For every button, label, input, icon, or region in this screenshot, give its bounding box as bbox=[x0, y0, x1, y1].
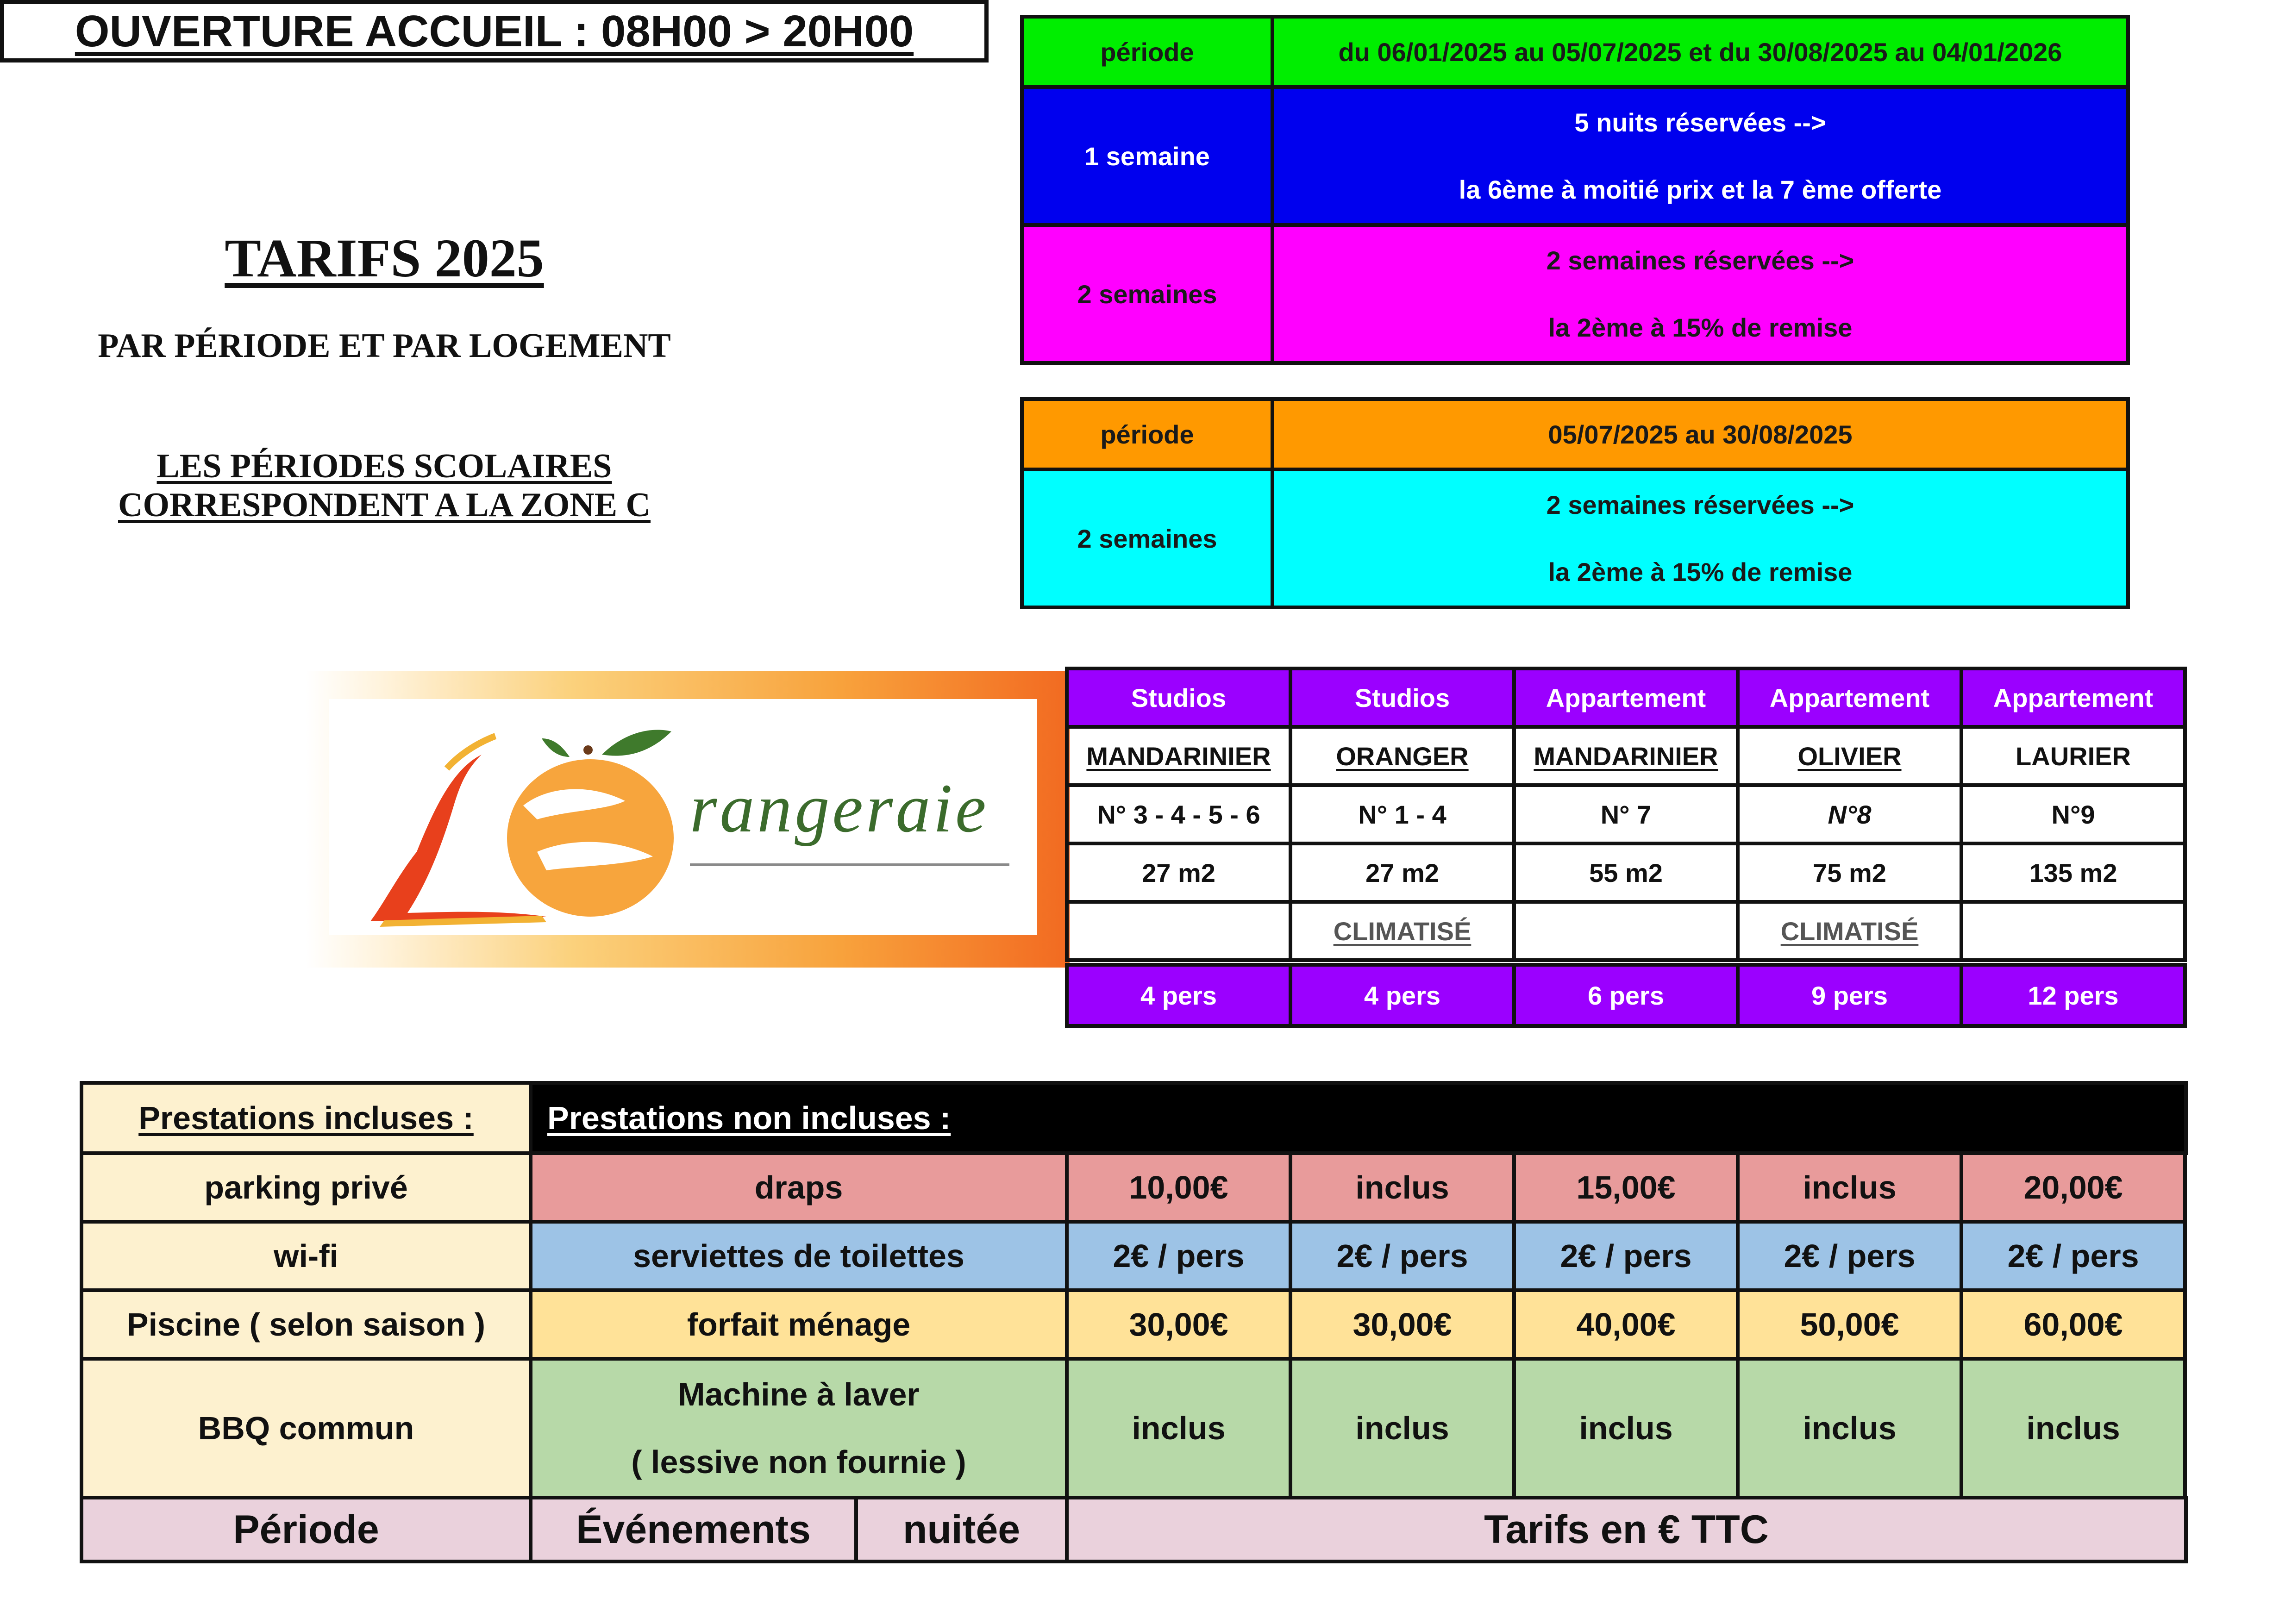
offer-line-2: la 6ème à moitié prix et la 7 ème offerte bbox=[1459, 175, 1942, 204]
number-cell: N°8 bbox=[1736, 783, 1963, 845]
type-cell: Studios bbox=[1289, 667, 1516, 729]
included-item: Piscine ( selon saison ) bbox=[80, 1288, 532, 1361]
service-line-2: ( lessive non fournie ) bbox=[631, 1444, 966, 1480]
period-dates: 05/07/2025 au 30/08/2025 bbox=[1271, 397, 2130, 471]
price-cell: 2€ / pers bbox=[1736, 1220, 1963, 1292]
name-cell: LAURIER bbox=[1960, 725, 2187, 787]
offer-line-1: 2 semaines réservées --> bbox=[1546, 490, 1854, 519]
price-cell: inclus bbox=[1736, 1151, 1963, 1224]
offer-1-semaine bbox=[1271, 85, 2130, 227]
price-cell: inclus bbox=[1289, 1357, 1516, 1499]
price-cell: 2€ / pers bbox=[1512, 1220, 1740, 1292]
zone-note bbox=[56, 447, 713, 525]
price-cell: 2€ / pers bbox=[1289, 1220, 1516, 1292]
capacity-cell: 12 pers bbox=[1960, 963, 2187, 1028]
logo bbox=[329, 699, 1037, 935]
price-cell: inclus bbox=[1736, 1357, 1963, 1499]
footer-evenements: Événements bbox=[529, 1496, 858, 1563]
page-subtitle: PAR PÉRIODE ET PAR LOGEMENT bbox=[98, 327, 671, 365]
surface-cell: 27 m2 bbox=[1065, 842, 1292, 904]
clim-cell bbox=[1512, 900, 1740, 962]
number-cell: N° 1 - 4 bbox=[1289, 783, 1516, 845]
zone-note-line-2: CORRESPONDENT A LA ZONE C bbox=[118, 486, 651, 524]
included-item: parking privé bbox=[80, 1151, 532, 1224]
service-machine-a-laver bbox=[529, 1357, 1069, 1499]
accueil-hours: OUVERTURE ACCUEIL : 08H00 > 20H00 bbox=[0, 0, 989, 62]
zone-note-line-1: LES PÉRIODES SCOLAIRES bbox=[157, 447, 612, 485]
footer-tarifs: Tarifs en € TTC bbox=[1065, 1496, 2188, 1563]
clim-cell: CLIMATISÉ bbox=[1736, 900, 1963, 962]
offer-line-2: la 2ème à 15% de remise bbox=[1548, 313, 1853, 342]
surface-cell: 135 m2 bbox=[1960, 842, 2187, 904]
price-cell: inclus bbox=[1065, 1357, 1292, 1499]
price-cell: 30,00€ bbox=[1289, 1288, 1516, 1361]
surface-cell: 27 m2 bbox=[1289, 842, 1516, 904]
row-label-2-semaines: 2 semaines bbox=[1020, 468, 1274, 609]
name-cell: MANDARINIER bbox=[1065, 725, 1292, 787]
clim-cell bbox=[1960, 900, 2187, 962]
surface-cell: 55 m2 bbox=[1512, 842, 1740, 904]
offer-2-semaines bbox=[1271, 468, 2130, 609]
footer-periode: Période bbox=[80, 1496, 532, 1563]
footer-nuitee: nuitée bbox=[854, 1496, 1069, 1563]
service-menage: forfait ménage bbox=[529, 1288, 1069, 1361]
logo-word: rangeraie bbox=[690, 770, 989, 847]
logo-underline bbox=[690, 863, 1009, 866]
not-included-header: Prestations non incluses : bbox=[529, 1081, 2188, 1155]
offer-line-1: 2 semaines réservées --> bbox=[1546, 246, 1854, 275]
offer-line-2: la 2ème à 15% de remise bbox=[1548, 557, 1853, 587]
name-cell: MANDARINIER bbox=[1512, 725, 1740, 787]
clim-cell bbox=[1065, 900, 1292, 962]
period-label: période bbox=[1020, 397, 1274, 471]
offer-2-semaines bbox=[1271, 223, 2130, 365]
service-draps: draps bbox=[529, 1151, 1069, 1224]
type-cell: Appartement bbox=[1736, 667, 1963, 729]
capacity-cell: 4 pers bbox=[1065, 963, 1292, 1028]
included-item: wi-fi bbox=[80, 1220, 532, 1292]
capacity-cell: 9 pers bbox=[1736, 963, 1963, 1028]
name-cell: ORANGER bbox=[1289, 725, 1516, 787]
capacity-cell: 6 pers bbox=[1512, 963, 1740, 1028]
price-cell: inclus bbox=[1512, 1357, 1740, 1499]
surface-cell: 75 m2 bbox=[1736, 842, 1963, 904]
period-dates: du 06/01/2025 au 05/07/2025 et du 30/08/2025 au 04/01/2026 bbox=[1271, 15, 2130, 89]
service-serviettes: serviettes de toilettes bbox=[529, 1220, 1069, 1292]
price-cell: 20,00€ bbox=[1960, 1151, 2187, 1224]
service-line-1: Machine à laver bbox=[678, 1376, 920, 1412]
capacity-cell: 4 pers bbox=[1289, 963, 1516, 1028]
included-item: BBQ commun bbox=[80, 1357, 532, 1499]
offer-line-1: 5 nuits réservées --> bbox=[1574, 108, 1826, 137]
price-cell: 60,00€ bbox=[1960, 1288, 2187, 1361]
period-label: période bbox=[1020, 15, 1274, 89]
number-cell: N° 3 - 4 - 5 - 6 bbox=[1065, 783, 1292, 845]
row-label-1-semaine: 1 semaine bbox=[1020, 85, 1274, 227]
type-cell: Appartement bbox=[1512, 667, 1740, 729]
page-title: TARIFS 2025 bbox=[225, 228, 544, 288]
name-cell: OLIVIER bbox=[1736, 725, 1963, 787]
price-cell: 30,00€ bbox=[1065, 1288, 1292, 1361]
price-cell: 40,00€ bbox=[1512, 1288, 1740, 1361]
price-cell: inclus bbox=[1289, 1151, 1516, 1224]
type-cell: Appartement bbox=[1960, 667, 2187, 729]
price-cell: 15,00€ bbox=[1512, 1151, 1740, 1224]
type-cell: Studios bbox=[1065, 667, 1292, 729]
row-label-2-semaines: 2 semaines bbox=[1020, 223, 1274, 365]
number-cell: N°9 bbox=[1960, 783, 2187, 845]
clim-cell: CLIMATISÉ bbox=[1289, 900, 1516, 962]
price-cell: 2€ / pers bbox=[1960, 1220, 2187, 1292]
price-cell: 50,00€ bbox=[1736, 1288, 1963, 1361]
price-cell: 10,00€ bbox=[1065, 1151, 1292, 1224]
number-cell: N° 7 bbox=[1512, 783, 1740, 845]
price-cell: inclus bbox=[1960, 1357, 2187, 1499]
included-header: Prestations incluses : bbox=[80, 1081, 532, 1155]
price-cell: 2€ / pers bbox=[1065, 1220, 1292, 1292]
